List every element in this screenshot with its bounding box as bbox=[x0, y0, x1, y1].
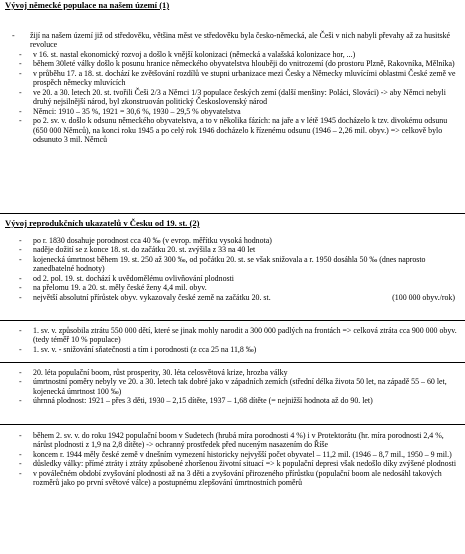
section2-list-d bbox=[0, 431, 463, 488]
section1-heading: Vývoj německé populace na našem území (1) bbox=[5, 0, 170, 10]
bullet-dash: - bbox=[19, 292, 22, 302]
list-item: - v 16. st. nastal ekonomický rozvoj a došlo k vnější kolonizaci (německá a valašská kolonizace hor, ...) bbox=[19, 49, 356, 59]
bullet-dash: - bbox=[19, 468, 22, 478]
section1-list bbox=[0, 31, 463, 144]
list-item: - důsledky války: přímé ztráty i ztráty způsobené zhoršenou životní situací => k populační depresi však nedošlo díky zvýšené plodnosti bbox=[19, 459, 457, 469]
list-item: - po 2. sv. v. došlo k odsunu německého obyvatelstva, a to v několika fázích: na jaře a v létě 1945 docházelo k tzv. divokému odsunu (650 000 Němců), na konci roku 1945 a po celý rok 1946 docházelo k řízenému odsunu (1946 – 2,26 mil. obyv.) => celkově bylo odsunuto 3 mil. Němců bbox=[19, 116, 448, 144]
list-item: - kojenecká úmrtnost během 19. st. 250 až 300 ‰, od počátku 20. st. se však snižovala a r. 1950 dosáhla 50 ‰ (dnes naprosto zanedbatelné hodnoty) bbox=[19, 254, 426, 274]
section-divider bbox=[0, 213, 465, 214]
bullet-dash: - bbox=[19, 377, 22, 387]
section2-list-a bbox=[0, 236, 463, 302]
list-item: - na přelomu 19. a 20. st. měly české ženy 4,4 mil. obyv. bbox=[19, 283, 207, 293]
section-divider bbox=[0, 320, 465, 321]
list-item: - úhrnná plodnost: 1921 – přes 3 děti, 1930 – 2,15 dítěte, 1937 – 1,68 dítěte (= nejnižší hodnota až do 90. let) bbox=[19, 396, 373, 406]
bullet-dash: - bbox=[19, 59, 22, 69]
list-item: - od 2. pol. 19. st. dochází k uvědomělému ovlivňování plodnosti bbox=[19, 273, 234, 283]
bullet-dash: - bbox=[19, 68, 22, 78]
list-item: - po r. 1830 dosahuje porodnost cca 40 ‰ (v evrop. měřítku vysoká hodnota) bbox=[19, 236, 272, 245]
bullet-dash: - bbox=[19, 368, 22, 377]
list-item: - Němci: 1910 – 35 %, 1921 = 30,6 %, 1930 – 29,5 % obyvatelstva bbox=[19, 106, 241, 116]
list-item: - žijí na našem území již od středověku, většina měst ve středověku byla česko-německá, ale Češi v nich nabyli převahy až za husitské revoluce bbox=[12, 31, 451, 50]
list-item: - 20. léta populační boom, růst prosperity, 30. léta celosvětová krize, hrozba války bbox=[19, 368, 288, 377]
bullet-dash: - bbox=[19, 431, 22, 440]
note-100000: (100 000 obyv./rok) bbox=[392, 292, 455, 302]
bullet-dash: - bbox=[12, 31, 15, 40]
list-item: - největší absolutní přírůstek obyv. vykazovaly české země na začátku 20. st. (100 000 obyv./rok) bbox=[19, 292, 455, 302]
list-item: - 1. sv. v. způsobila ztrátu 550 000 dětí, které se jinak mohly narodit a 300 000 padlých na frontách => celková ztráta cca 900 000 obyv. (tedy téměř 10 % populace) bbox=[19, 326, 457, 345]
bullet-dash: - bbox=[19, 283, 22, 293]
list-item: - během 2. sv. v. do roku 1942 populační boom v Sudetech (hrubá míra porodnosti 4 %) i v Protektorátu (hr. míra porodnosti 2,4 %, nárůst plodnosti z 1,9 na 2,8 dítěte) -> ochranný prostředek před nuceným nasazením do Říše bbox=[19, 431, 444, 450]
bullet-dash: - bbox=[19, 449, 22, 459]
list-item: - 1. sv. v. - snižování sňatečnosti a tím i porodnosti (z cca 25 na 11,8 ‰) bbox=[19, 344, 257, 354]
bullet-dash: - bbox=[19, 116, 22, 126]
list-item: - úmrtnostní poměry nebyly ve 20. a 30. letech tak dobré jako v západních zemích (střední délka života 50 let, na západě 55 – 60 let, kojenecká úmrtnost 100 ‰) bbox=[19, 377, 447, 396]
bullet-dash: - bbox=[19, 49, 22, 59]
list-item: - během 30leté války došlo k posunu hranice německého obyvatelstva hlouběji do vnitrozemí (do prostoru Plzně, Rakovníka, Mělníka) bbox=[19, 59, 455, 69]
section2-list-c bbox=[0, 368, 463, 406]
section-divider bbox=[0, 424, 465, 425]
section-divider bbox=[0, 362, 465, 363]
list-item: - v průběhu 17. a 18. st. dochází ke zvětšování rozdílů ve stupni urbanizace mezi Česky a Německy mluvícími oblastmi České země ve prospěch německy mluvících bbox=[19, 68, 456, 88]
bullet-dash: - bbox=[19, 87, 22, 97]
section2-heading: Vývoj reprodukčních ukazatelů v Česku od 19. st. (2) bbox=[5, 218, 200, 228]
list-item: - naděje dožití se z konce 18. st. do začátku 20. st. zvýšila z 33 na 40 let bbox=[19, 245, 256, 255]
bullet-dash: - bbox=[19, 273, 22, 283]
bullet-dash: - bbox=[19, 344, 22, 354]
bullet-dash: - bbox=[19, 326, 22, 335]
bullet-dash: - bbox=[19, 236, 22, 245]
bullet-dash: - bbox=[19, 459, 22, 469]
bullet-dash: - bbox=[19, 106, 22, 116]
bullet-dash: - bbox=[19, 245, 22, 255]
bullet-dash: - bbox=[19, 254, 22, 264]
list-item: - ve 20. a 30. letech 20. st. tvořili Češi 2/3 a Němci 1/3 populace českých zemí (další menšiny: Poláci, Slováci) -> aby Němci nebyli druhý nejsilnější národ, byl zkonstruován politický Československý národ bbox=[19, 87, 446, 107]
list-item: - v poválečném období zvyšování plodnosti až na 3 děti a zvyšování přirozeného přírůstku (populační boom ale nedosáhl takových rozměrů jako po první světové válce) a postupnému zlepšování úmrtnostních poměrů bbox=[19, 468, 442, 488]
section2-list-b bbox=[0, 326, 463, 354]
bullet-dash: - bbox=[19, 396, 22, 406]
list-item: - koncem r. 1944 měly české země v dnešním vymezení historicky nejvyšší počet obyvatel – 11,2 mil. (1946 – 8,7 mil., 1950 – 9 mil.) bbox=[19, 449, 452, 459]
